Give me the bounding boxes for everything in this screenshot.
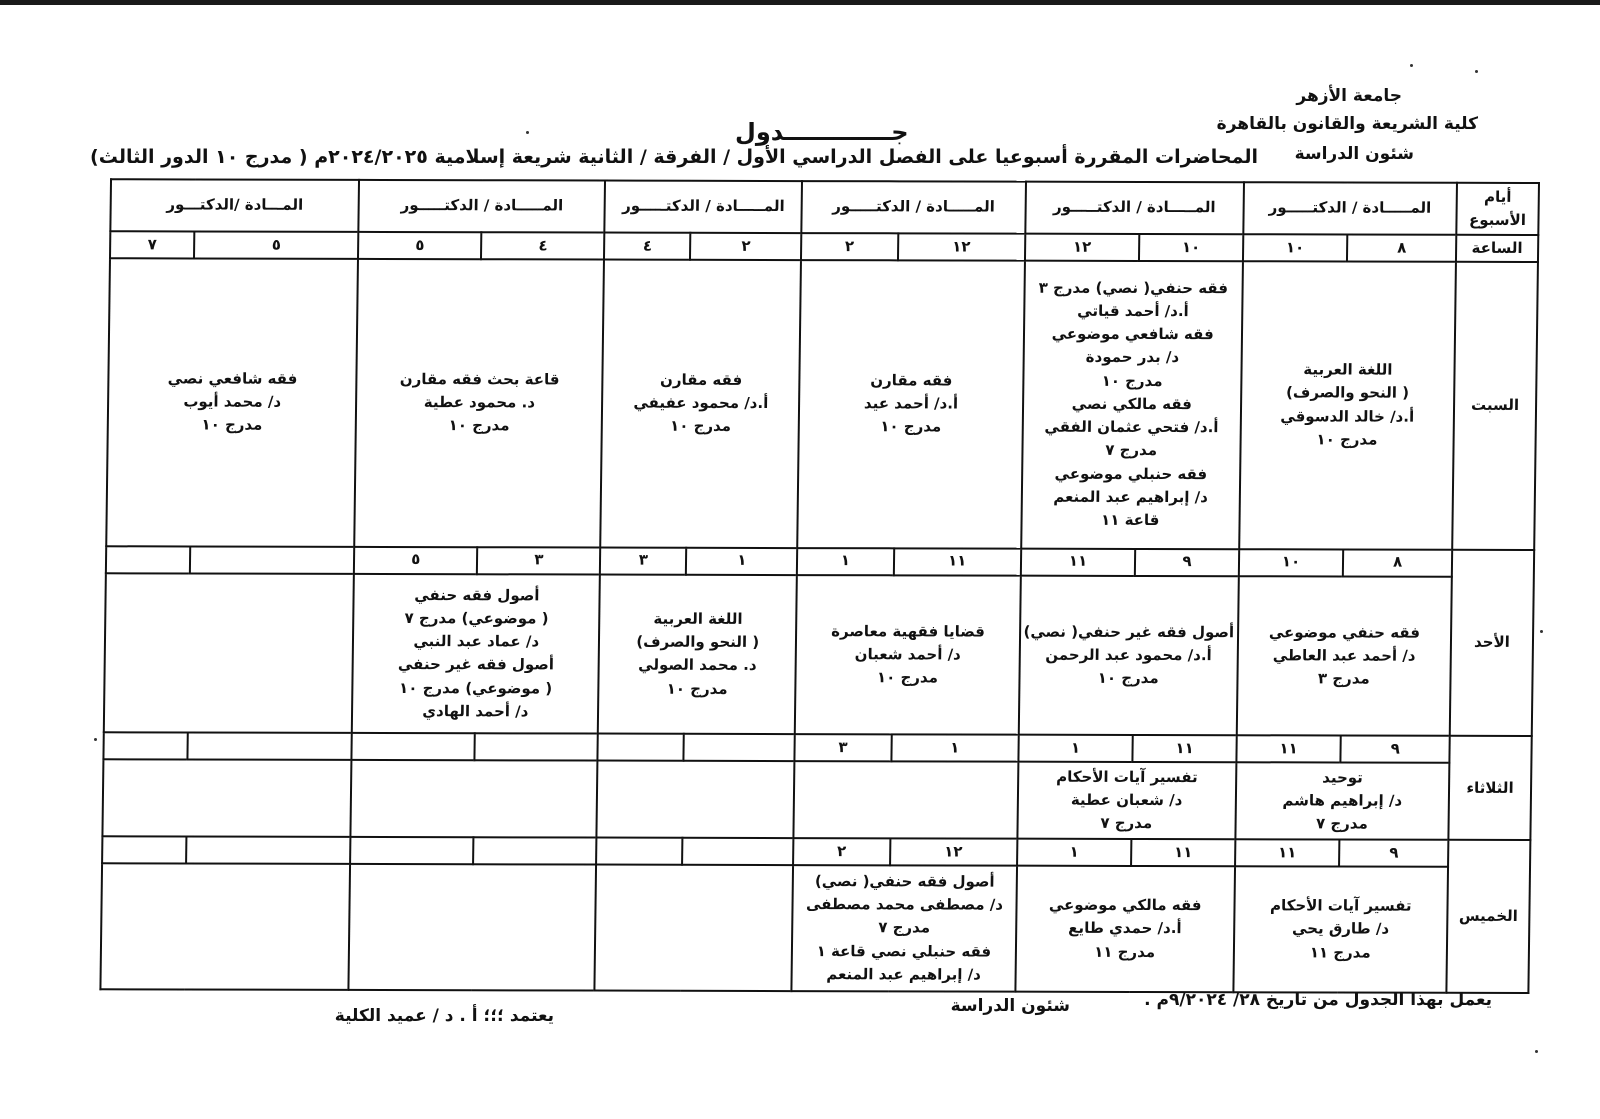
lecture-line: مدرج ٣ [1317, 669, 1370, 688]
lecture-line: مدرج ١١ [1094, 942, 1156, 961]
time-slot: ١١ [893, 548, 1020, 575]
time-slot: ٨ [1347, 234, 1456, 261]
time-slot: ١٢ [890, 838, 1017, 865]
time-slot: ١ [1017, 839, 1132, 866]
lecture-cell [597, 761, 795, 838]
lecture-line: فقه شافعي موضوعي [1051, 324, 1214, 344]
lecture-line: فقه حنفي موضوعي [1268, 622, 1421, 642]
lecture-line: اللغة العربية [653, 609, 743, 628]
time-slot: ٩ [1339, 839, 1448, 866]
corner-hour: الساعة [1456, 235, 1538, 262]
lecture-cell [792, 865, 1017, 992]
lecture-line: فقه مالكي نصي [1071, 394, 1193, 414]
time-row [106, 546, 1534, 577]
lecture-cell [1235, 763, 1449, 840]
time-slot [103, 733, 188, 760]
lecture-line: أ.د/ خالد الدسوقي [1280, 406, 1415, 426]
lecture-line: فقه مالكي موضوعي [1048, 895, 1202, 915]
lecture-line: أ.د/ حمدي طايع [1068, 919, 1182, 938]
lecture-line: مدرج ٧ [878, 918, 931, 937]
scan-speck [94, 738, 97, 741]
lecture-line: أصول فقه حنفي( نصي) [814, 871, 995, 891]
lecture-line: د/ مصطفى محمد مصطفى [805, 895, 1004, 914]
time-slot: ٧ [110, 231, 195, 258]
lecture-cell [1236, 576, 1451, 737]
time-slot: ٥ [194, 231, 358, 258]
time-slot: ٥ [354, 546, 477, 573]
lecture-line: مدرج ١٠ [1097, 668, 1159, 688]
lecture-line: قضايا فقهية معاصرة [831, 621, 986, 641]
lecture-line: فقه حنبلي موضوعي [1054, 464, 1208, 483]
university-name: جامعة الأزهر [1296, 86, 1402, 106]
col-header: المـــــادة / الدكتـــــور [1025, 182, 1244, 234]
lecture-line: اللغة العربية [1303, 360, 1393, 379]
time-slot [352, 733, 475, 760]
lecture-row [102, 760, 1531, 840]
time-slot: ١١ [1236, 736, 1341, 763]
lecture-line: أ.د/ محمود عبد الرحمن [1045, 645, 1212, 665]
lecture-line: مدرج ١١ [1309, 942, 1371, 962]
time-slot: ١ [891, 735, 1018, 762]
lecture-line: مدرج ٧ [1105, 441, 1158, 460]
lecture-cell [797, 260, 1024, 549]
faculty-name: كلية الشريعة والقانون بالقاهرة [1216, 114, 1478, 134]
time-slot [473, 837, 596, 864]
scan-speck [526, 131, 529, 134]
lecture-cell [102, 760, 351, 837]
lecture-line: د/ إبراهيم هاشم [1282, 791, 1403, 810]
lecture-line: فقه مقارن [660, 370, 743, 389]
time-slot: ١١ [1133, 735, 1237, 762]
time-slot: ٨ [1343, 549, 1452, 576]
time-slot: ٣ [600, 547, 686, 574]
lecture-line: د/ محمد أيوب [183, 392, 282, 411]
department-name: شئون الدراسة [1294, 144, 1414, 164]
col-header: المـــــادة / الدكتـــــور [359, 180, 606, 232]
day-name: السبت [1452, 261, 1538, 549]
time-slot [683, 838, 794, 865]
lecture-line: د. محمود عطية [423, 393, 536, 412]
lecture-line: د/ بدر حمودة [1085, 348, 1180, 367]
lecture-line: مدرج ١٠ [876, 668, 939, 687]
lecture-line: د/ أحمد الهادي [422, 702, 529, 721]
lecture-line: مدرج ١٠ [880, 417, 942, 436]
lecture-cell [1233, 866, 1448, 993]
time-slot [188, 733, 352, 760]
lecture-cell [1015, 865, 1235, 992]
scan-speck [1410, 64, 1413, 67]
time-slot: ١ [686, 547, 797, 574]
lecture-cell [595, 864, 794, 991]
lecture-cell [795, 575, 1021, 736]
lecture-line: د/ شعبان عطية [1070, 790, 1183, 810]
lecture-cell [104, 573, 354, 734]
lecture-line: أ.د/ أحمد عيد [863, 394, 959, 413]
col-header: المـــــادة / الدكتـــــور [1243, 182, 1457, 234]
lecture-line: د/ إبراهيم عبد المنعم [1053, 487, 1208, 507]
lecture-line: فقه حنبلي نصي قاعة ١ [816, 941, 992, 961]
lecture-line: قاعة بحث فقه مقارن [399, 369, 560, 389]
time-slot: ٥ [358, 232, 481, 259]
lecture-line: د/ أحمد عبد العاطي [1272, 646, 1416, 665]
time-slot [350, 837, 473, 864]
lecture-line: أصول فقه غير حنفي( نصي) [1023, 622, 1235, 641]
lecture-line: ( النحو والصرف) [1285, 383, 1410, 403]
time-slot: ١٠ [1239, 549, 1344, 576]
scan-speck [1535, 1050, 1538, 1053]
lecture-line: مدرج ٧ [1100, 814, 1153, 833]
lecture-row [104, 573, 1534, 737]
lecture-line: أصول فقه حنفي [414, 585, 540, 605]
time-row [103, 733, 1531, 764]
lecture-line: د/ إبراهيم عبد المنعم [826, 964, 981, 984]
time-slot: ٢ [801, 233, 898, 260]
time-slot: ٣ [477, 547, 600, 574]
lecture-line: مدرج ١٠ [669, 416, 732, 436]
time-row [110, 231, 1538, 262]
lecture-cell [351, 760, 598, 837]
time-slot [106, 546, 191, 573]
lecture-line: تفسير آيات الأحكام [1269, 896, 1412, 915]
time-slot: ١٢ [1025, 233, 1140, 260]
time-slot: ١١ [1235, 839, 1340, 866]
lecture-cell [354, 259, 604, 548]
page-subtitle: المحاضرات المقررة أسبوعيا على الفصل الدراسي الأول / الفرقة / الثانية شريعة إسلامية ٢٠٢٤/٢٠٢٥م ( مدرج ١٠ الدور الثالث) [90, 146, 1258, 168]
day-name: الخميس [1446, 840, 1530, 993]
lecture-cell [598, 574, 797, 734]
time-slot: ١ [797, 548, 894, 575]
day-name: الثلاثاء [1448, 736, 1531, 840]
schedule-table [99, 178, 1540, 994]
lecture-row [106, 258, 1538, 550]
scan-speck [1475, 70, 1478, 73]
lecture-cell [794, 761, 1019, 838]
lecture-line: د. محمد الصولي [638, 656, 757, 675]
lecture-line: مدرج ١٠ [448, 416, 510, 435]
lecture-line: أ.د/ محمود عفيفي [633, 393, 769, 412]
col-header: المـــادة /الدكتـــور [110, 179, 359, 231]
time-slot: ٤ [604, 232, 690, 259]
time-slot [684, 734, 795, 761]
time-slot: ١١ [1021, 548, 1136, 575]
time-slot: ٣ [795, 735, 892, 762]
time-slot: ٤ [481, 232, 604, 259]
lecture-line: ( موضوعي) مدرج ٧ [404, 609, 549, 628]
lecture-line: مدرج ١٠ [1101, 371, 1163, 390]
lecture-row [100, 863, 1530, 993]
lecture-line: مدرج ١٠ [666, 679, 728, 698]
lecture-cell [349, 864, 597, 991]
time-slot: ٩ [1135, 549, 1239, 576]
time-slot: ١٠ [1243, 234, 1348, 261]
lecture-line: توحيد [1322, 768, 1363, 787]
dean-approval: يعتمد ؛؛؛ أ . د / عميد الكلية [334, 1006, 554, 1026]
lecture-line: ( النحو والصرف) [636, 632, 760, 652]
lecture-line: د/ عماد عبد النبي [413, 632, 540, 651]
lecture-cell [352, 573, 600, 734]
lecture-cell [1021, 260, 1243, 549]
lecture-line: فقه حنفي( نصي) مدرج ٣ [1038, 278, 1229, 297]
col-header: المـــــادة / الدكتـــــور [605, 181, 803, 233]
time-slot: ٩ [1341, 736, 1450, 763]
effective-date-note: يعمل بهذا الجدول من تاريخ ٢٨/ ٩/٢٠٢٤م . [1144, 990, 1492, 1010]
lecture-line: مدرج ١٠ [201, 415, 263, 434]
lecture-line: د/ طارق يحي [1291, 919, 1390, 938]
lecture-line: قاعة ١١ [1100, 511, 1160, 530]
time-slot [190, 546, 354, 573]
time-slot: ٢ [690, 232, 801, 259]
time-slot: ١١ [1131, 839, 1235, 866]
lecture-line: فقه شافعي نصي [167, 369, 298, 388]
scan-top-edge [0, 0, 1600, 5]
time-slot: ٢ [793, 838, 890, 865]
col-header: المـــــادة / الدكتـــــور [802, 181, 1026, 233]
lecture-cell [106, 258, 358, 547]
time-slot: ١ [1018, 735, 1133, 762]
time-slot [102, 836, 187, 863]
lecture-line: د/ أحمد شعبان [854, 645, 961, 664]
lecture-line: مدرج ١٠ [1316, 430, 1378, 449]
time-slot [186, 836, 350, 863]
time-row [102, 836, 1530, 867]
lecture-line: تفسير آيات الأحكام [1056, 767, 1198, 786]
lecture-line: أ.د/ أحمد قياتي [1077, 301, 1189, 321]
lecture-cell [1018, 575, 1238, 736]
lecture-cell [1017, 762, 1236, 839]
time-slot [596, 837, 682, 864]
time-slot: ١٠ [1139, 234, 1243, 261]
lecture-cell [100, 863, 350, 990]
scan-speck [1540, 630, 1543, 633]
time-slot [475, 734, 598, 761]
day-name: الأحد [1450, 549, 1534, 736]
lecture-line: فقه مقارن [870, 370, 953, 390]
study-affairs-signature: شئون الدراسة [950, 996, 1070, 1016]
time-slot [598, 734, 684, 761]
corner-days: أيام الأسبوع [1456, 183, 1539, 235]
lecture-cell [601, 259, 802, 547]
lecture-line: ( موضوعي) مدرج ١٠ [398, 678, 553, 698]
lecture-line: أصول فقه غير حنفي [397, 655, 555, 674]
lecture-line: أ.د/ فتحي عثمان الفقي [1044, 417, 1219, 437]
page-title: جـــــــــــــدول [735, 118, 909, 146]
time-slot: ١٢ [898, 233, 1025, 260]
lecture-cell [1239, 261, 1456, 549]
lecture-line: مدرج ٧ [1315, 814, 1368, 833]
